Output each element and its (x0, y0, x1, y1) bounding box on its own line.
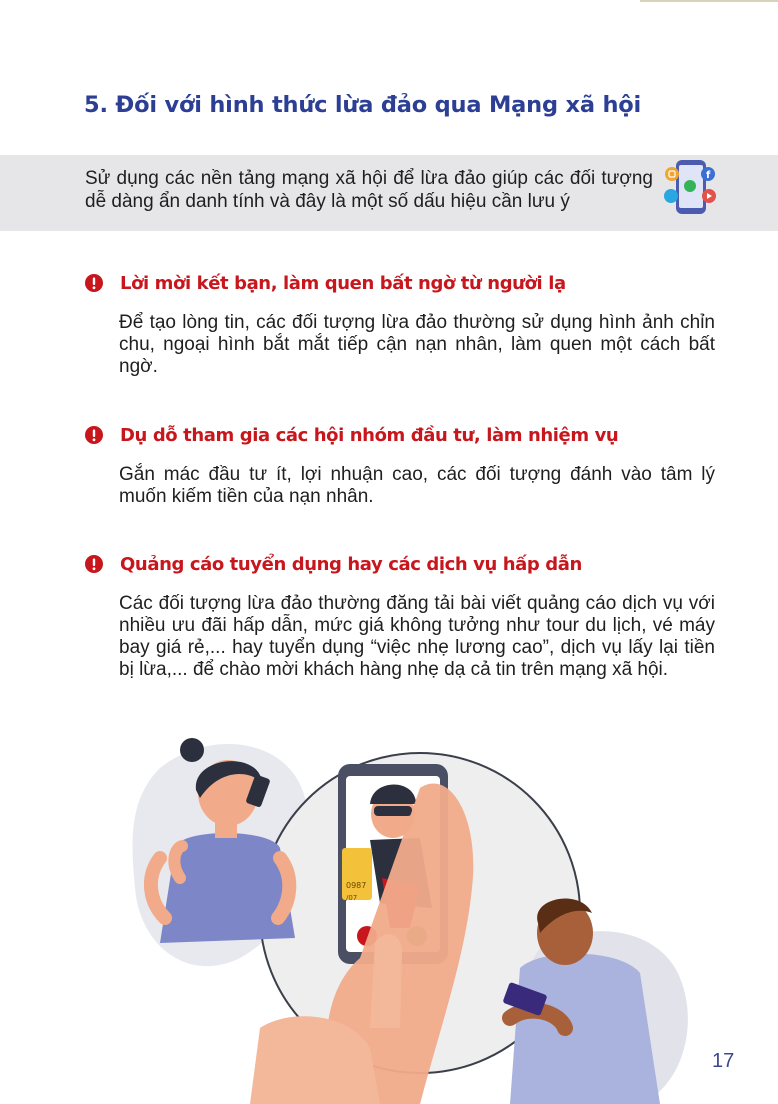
item-1-body: Để tạo lòng tin, các đối tượng lừa đảo thường sử dụng hình ảnh chỉn chu, ngoại hình bắt mắt tiếp cận nạn nhân, làm quen một cách bất ngờ. (119, 312, 715, 377)
item-1-title: Lời mời kết bạn, làm quen bất ngờ từ người lạ (120, 272, 566, 294)
card-date-text: /07 (346, 894, 358, 902)
item-3-title: Quảng cáo tuyển dụng hay các dịch vụ hấp dẫn (120, 553, 582, 575)
item-1-header (84, 269, 724, 297)
svg-text:f: f (706, 170, 711, 181)
warning-icon (84, 554, 104, 574)
page-number: 17 (712, 1050, 735, 1072)
intro-text: Sử dụng các nền tảng mạng xã hội để lừa đảo giúp các đối tượng dễ dàng ẩn danh tính và đây là một số dấu hiệu cần lưu ý (85, 168, 653, 212)
warning-icon (84, 273, 104, 293)
item-2-title: Dụ dỗ tham gia các hội nhóm đầu tư, làm nhiệm vụ (120, 424, 619, 446)
item-3-header (84, 550, 724, 578)
section-title: 5. Đối với hình thức lừa đảo qua Mạng xã hội (84, 92, 642, 118)
social-media-phone-icon (660, 158, 720, 216)
item-3-body: Các đối tượng lừa đảo thường đăng tải bài viết quảng cáo dịch vụ với nhiều ưu đãi hấp dẫn, mức giá không tưởng như tour du lịch, vé máy bay giá rẻ,... hay tuyển dụng “việc nhẹ lương cao”, dịch vụ lấy lại tiền bị lừa,... để chào mời khách hàng nhẹ dạ cả tin trên mạng xã hội. (119, 593, 715, 680)
warning-icon (84, 425, 104, 445)
item-2-header (84, 421, 724, 449)
item-2-body: Gắn mác đầu tư ít, lợi nhuận cao, các đối tượng đánh vào tâm lý muốn kiếm tiền của nạn nhân. (119, 464, 715, 507)
social-scam-illustration (120, 728, 720, 1104)
card-number-text: 0987 (346, 881, 367, 890)
top-decorative-rule (640, 0, 778, 2)
